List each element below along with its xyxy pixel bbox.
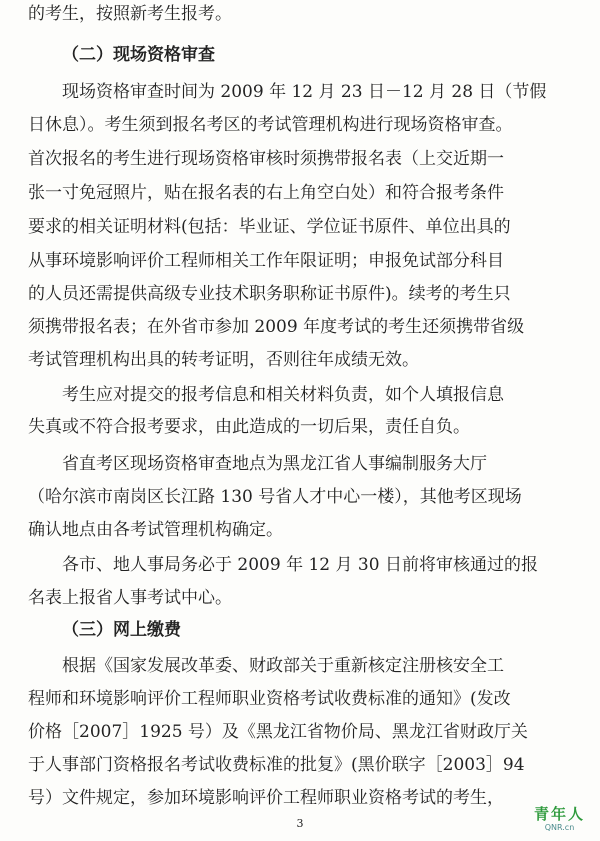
paragraph-line: 的人员还需提供高级专业技术职务职称证书原件)。续考的考生只 <box>28 284 511 304</box>
paragraph-line: （哈尔滨市南岗区长江路 130 号省人才中心一楼），其他考区现场 <box>28 487 522 507</box>
paragraph-line: 号）文件规定，参加环境影响评价工程师职业资格考试的考生， <box>28 788 504 808</box>
paragraph-line: 考生应对提交的报考信息和相关材料负责，如个人填报信息 <box>62 385 504 405</box>
paragraph-line: 张一寸免冠照片，贴在报名表的右上角空白处）和符合报考条件 <box>28 183 504 203</box>
paragraph-line: 日休息）。考生须到报名考区的考试管理机构进行现场资格审查。 <box>28 115 513 135</box>
watermark-sub: QNR.cn <box>544 823 575 832</box>
paragraph-line: 从事环境影响评价工程师相关工作年限证明；申报免试部分科目 <box>28 251 504 271</box>
paragraph-line: 要求的相关证明材料(包括：毕业证、学位证书原件、单位出具的 <box>28 217 511 237</box>
watermark-main: 青年人 <box>533 805 585 823</box>
paragraph-line: 名表上报省人事考试中心。 <box>28 588 232 608</box>
paragraph-line: 价格［2007］1925 号）及《黑龙江省物价局、黑龙江省财政厅关 <box>28 722 528 742</box>
paragraph-line: 各市、地人事局务必于 2009 年 12 月 30 日前将审核通过的报 <box>62 555 538 575</box>
paragraph-line: 根据《国家发展改革委、财政部关于重新核定注册核安全工 <box>62 656 504 676</box>
paragraph-line: 现场资格审查时间为 2009 年 12 月 23 日－12 月 28 日（节假 <box>62 82 547 102</box>
paragraph-line: 确认地点由各考试管理机构确定。 <box>28 520 283 540</box>
watermark-logo <box>522 805 597 841</box>
paragraph-line: 失真或不符合报考要求，由此造成的一切后果，责任自负。 <box>28 417 470 437</box>
section-heading: （三）网上缴费 <box>62 620 181 640</box>
paragraph-line: 程师和环境影响评价工程师职业资格考试收费标准的通知》(发改 <box>28 689 511 709</box>
paragraph-line: 于人事部门资格报名考试收费标准的批复》(黑价联字［2003］94 <box>28 755 525 775</box>
paragraph-line: 省直考区现场资格审查地点为黑龙江省人事编制服务大厅 <box>62 454 487 474</box>
paragraph-line: 的考生，按照新考生报考。 <box>28 4 232 24</box>
section-heading: （二）现场资格审查 <box>62 45 215 65</box>
page-number: 3 <box>296 817 304 830</box>
paragraph-line: 首次报名的考生进行现场资格审核时须携带报名表（上交近期一 <box>28 149 504 169</box>
paragraph-line: 须携带报名表；在外省市参加 2009 年度考试的考生还须携带省级 <box>28 317 525 337</box>
paragraph-line: 考试管理机构出具的转考证明，否则往年成绩无效。 <box>28 350 419 370</box>
